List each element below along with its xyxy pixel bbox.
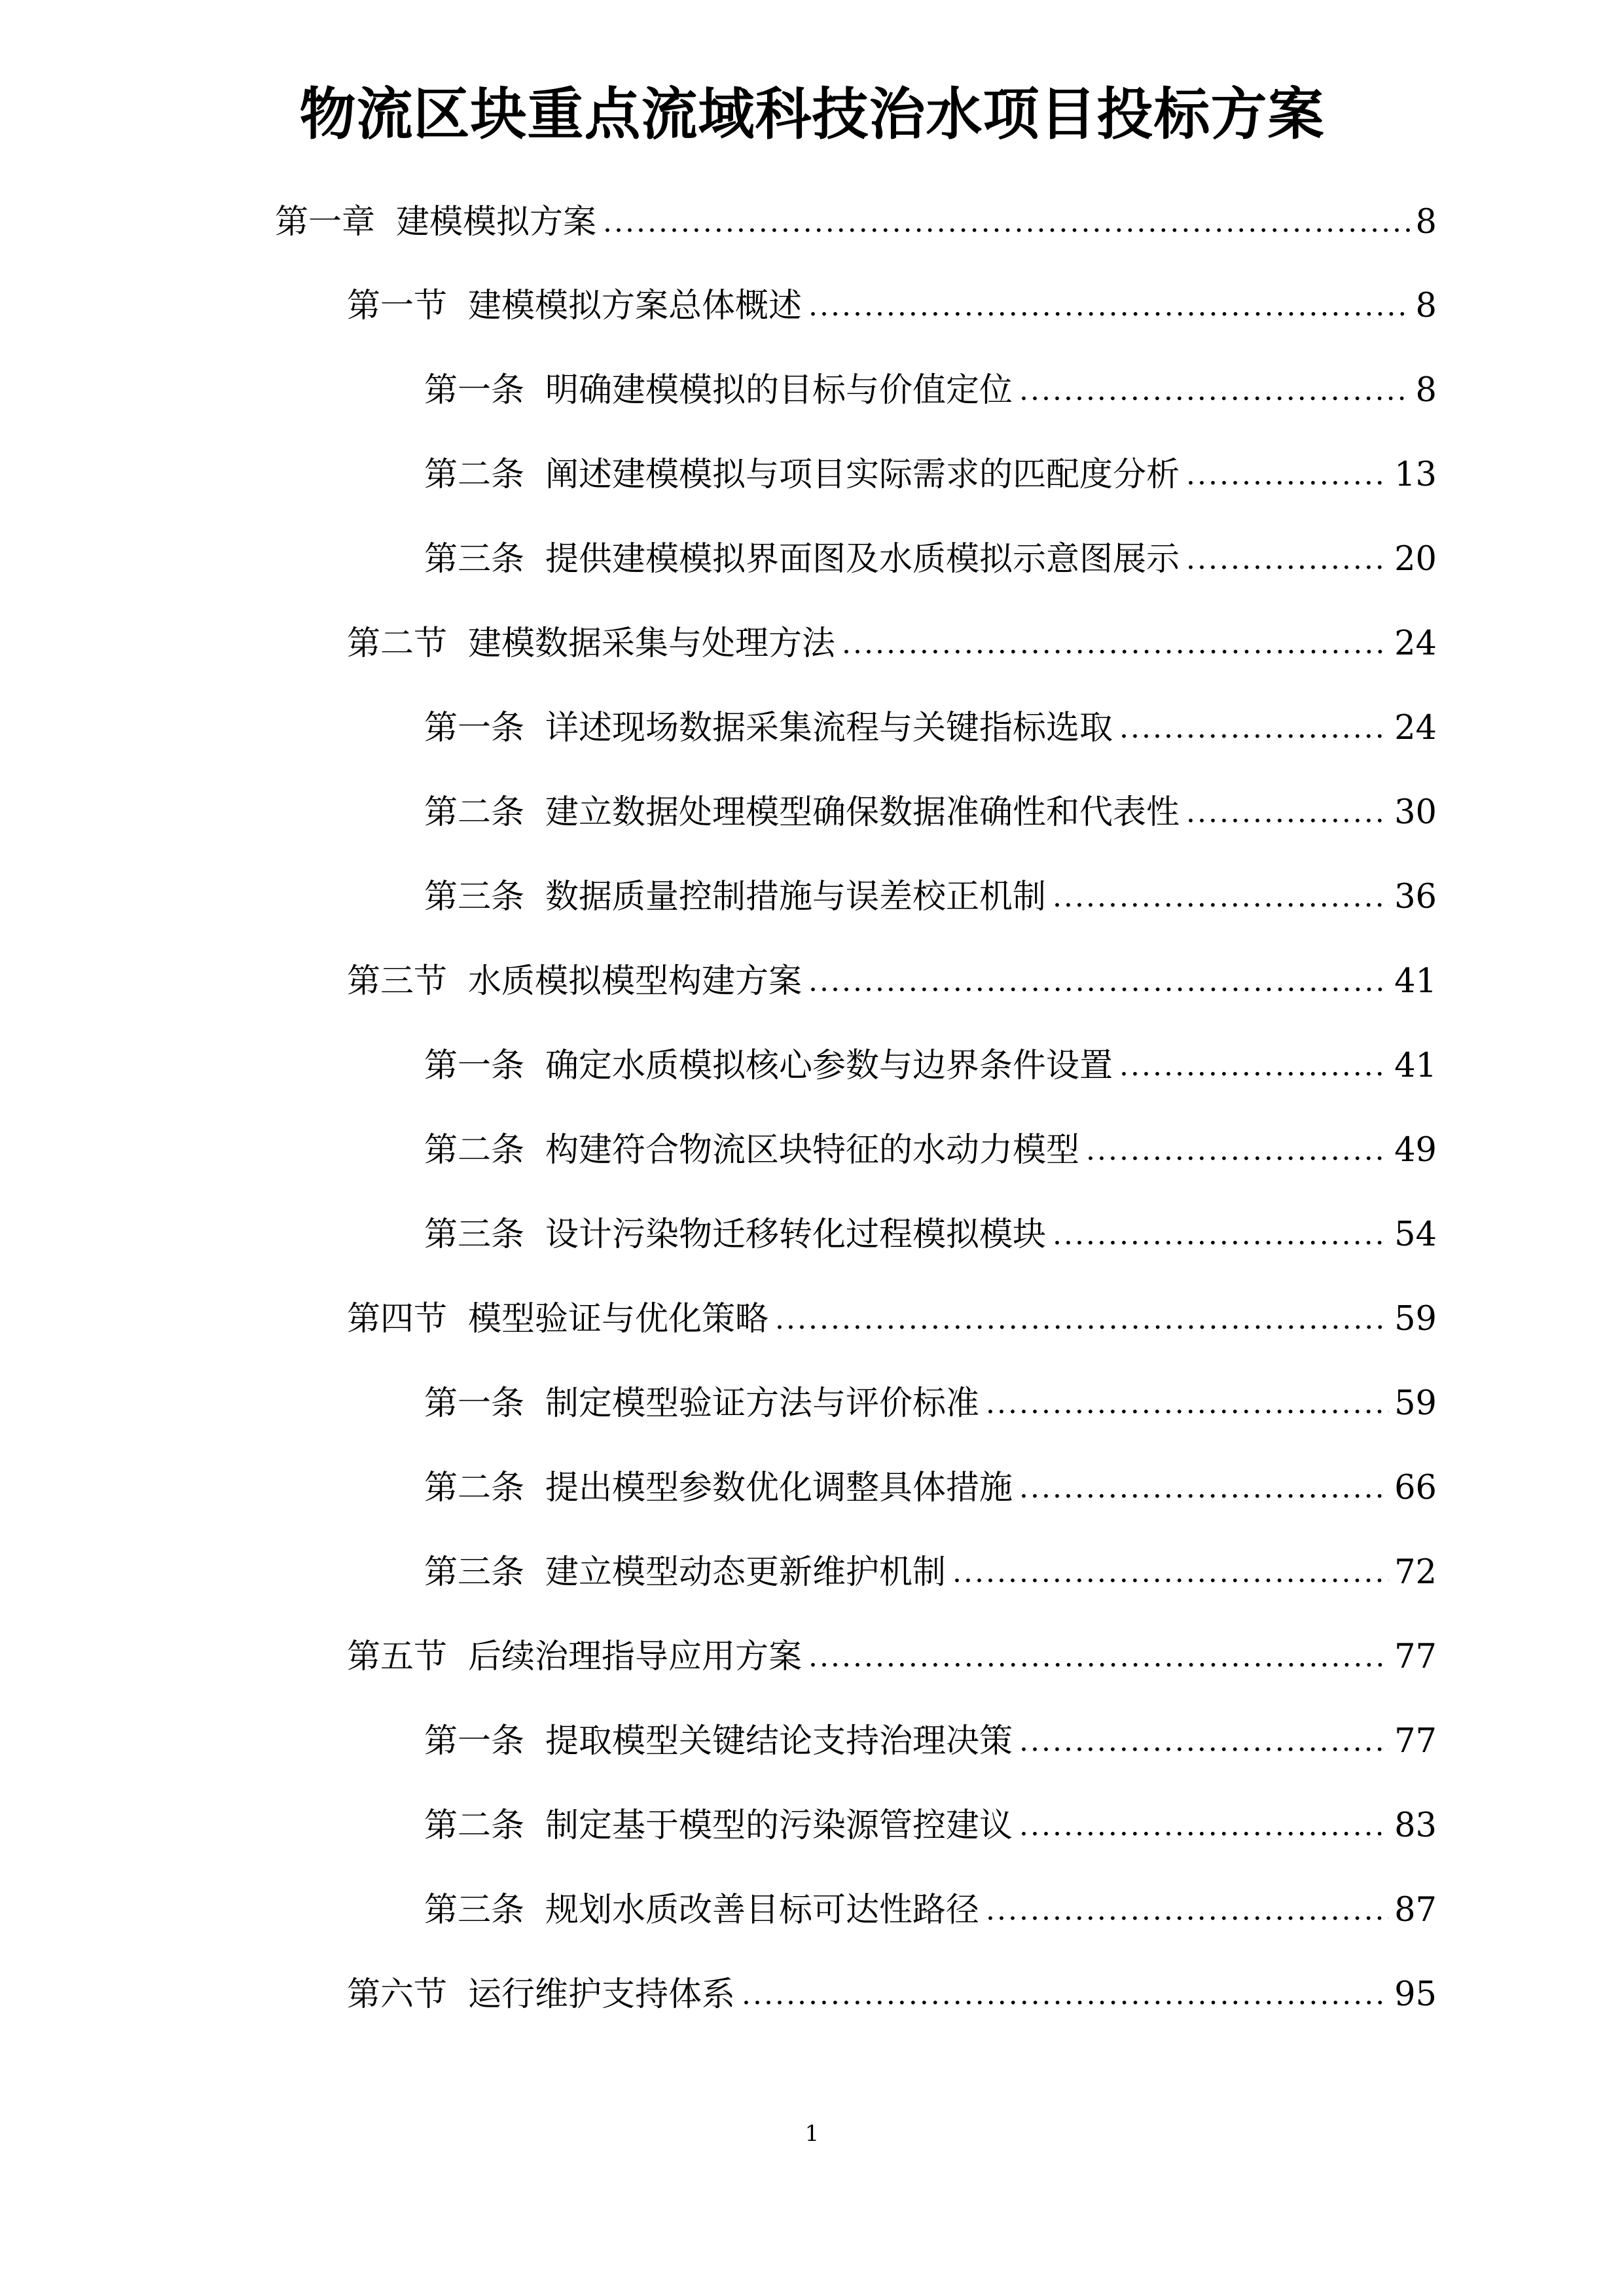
toc-entry-title: 提出模型参数优化调整具体措施 [545,1469,1013,1507]
toc-entry-article[interactable] [424,533,1437,586]
toc-dot-leader [1019,365,1411,417]
toc-dot-leader [1186,787,1389,839]
toc-entry-label: 第三条 [424,1891,525,1929]
toc-entry-article[interactable] [424,1124,1437,1177]
toc-entry-article[interactable] [424,787,1437,839]
toc-entry-section[interactable] [347,1293,1437,1346]
toc-entry-page: 83 [1394,1806,1437,1845]
toc-entry-label: 第四节 [347,1300,448,1338]
toc-dot-leader [775,1293,1389,1346]
toc-entry-label: 第五节 [347,1638,448,1676]
toc-dot-leader [1186,533,1389,586]
toc-entry-title: 规划水质改善目标可达性路径 [545,1891,980,1929]
toc-entry-article[interactable] [424,1378,1437,1430]
toc-entry-page: 41 [1394,1047,1437,1085]
toc-entry-page: 59 [1394,1300,1437,1338]
toc-entry-page: 20 [1394,540,1437,579]
toc-entry-page: 77 [1394,1722,1437,1761]
toc-entry-article[interactable] [424,702,1437,755]
document-title: 物流区块重点流域科技治水项目投标方案 [299,82,1325,147]
toc-entry-page: 8 [1415,203,1437,242]
toc-entry-title: 建立数据处理模型确保数据准确性和代表性 [545,793,1180,832]
toc-entry-title: 详述现场数据采集流程与关键指标选取 [545,709,1113,747]
toc-entry-article[interactable] [424,1715,1437,1768]
toc-entry-title: 明确建模模拟的目标与价值定位 [545,371,1013,410]
toc-entry-title: 运行维护支持体系 [468,1975,736,2014]
toc-entry-page: 95 [1394,1975,1437,2014]
toc-entry-article[interactable] [424,365,1437,417]
toc-dot-leader [1086,1124,1389,1177]
toc-entry-title: 提供建模模拟界面图及水质模拟示意图展示 [545,540,1180,579]
toc-entry-page: 8 [1415,371,1437,410]
toc-entry-label: 第二条 [424,1469,525,1507]
toc-entry-section[interactable] [347,1969,1437,2021]
toc-entry-label: 第一条 [424,1047,525,1085]
toc-entry-title: 设计污染物迁移转化过程模拟模块 [545,1215,1047,1254]
toc-entry-label: 第三条 [424,1553,525,1592]
toc-entry-article[interactable] [424,1209,1437,1261]
toc-entry-page: 77 [1394,1638,1437,1676]
toc-entry-article[interactable] [424,1040,1437,1092]
toc-entry-page: 30 [1394,793,1437,832]
toc-entry-page: 87 [1394,1891,1437,1929]
toc-entry-page: 8 [1415,287,1437,325]
toc-entry-page: 41 [1394,962,1437,1001]
toc-entry-section[interactable] [347,618,1437,670]
toc-entry-chapter[interactable] [275,196,1437,249]
toc-entry-label: 第六节 [347,1975,448,2014]
toc-dot-leader [1119,1040,1389,1092]
toc-entry-page: 24 [1394,624,1437,663]
toc-entry-label: 第三节 [347,962,448,1001]
toc-dot-leader [952,1547,1389,1599]
toc-entry-page: 54 [1394,1215,1437,1254]
toc-entry-title: 阐述建模模拟与项目实际需求的匹配度分析 [545,456,1180,494]
toc-dot-leader [1019,1715,1389,1768]
toc-dot-leader [808,1631,1389,1683]
toc-dot-leader [742,1969,1389,2021]
toc-entry-title: 后续治理指导应用方案 [468,1638,803,1676]
toc-entry-article[interactable] [424,1800,1437,1852]
toc-entry-title: 水质模拟模型构建方案 [468,962,803,1001]
toc-entry-label: 第二条 [424,793,525,832]
toc-entry-title: 建模数据采集与处理方法 [468,624,836,663]
toc-dot-leader [1019,1462,1389,1515]
toc-entry-label: 第一条 [424,371,525,410]
toc-entry-title: 数据质量控制措施与误差校正机制 [545,878,1047,916]
toc-entry-label: 第三条 [424,1215,525,1254]
toc-entry-article[interactable] [424,449,1437,501]
toc-entry-page: 13 [1394,456,1437,494]
toc-entry-title: 提取模型关键结论支持治理决策 [545,1722,1013,1761]
toc-entry-label: 第三条 [424,540,525,579]
toc-entry-page: 59 [1394,1384,1437,1423]
toc-entry-title: 建立模型动态更新维护机制 [545,1553,947,1592]
toc-entry-label: 第二条 [424,1806,525,1845]
toc-entry-section[interactable] [347,956,1437,1008]
toc-entry-label: 第一节 [347,287,448,325]
toc-entry-label: 第一章 [275,203,376,242]
toc-entry-title: 制定基于模型的污染源管控建议 [545,1806,1013,1845]
toc-entry-article[interactable] [424,1462,1437,1515]
toc-dot-leader [1119,702,1389,755]
toc-entry-label: 第二条 [424,456,525,494]
toc-entry-article[interactable] [424,871,1437,924]
toc-dot-leader [1053,1209,1389,1261]
toc-entry-label: 第二节 [347,624,448,663]
toc-entry-label: 第二条 [424,1131,525,1170]
toc-entry-page: 36 [1394,878,1437,916]
toc-entry-label: 第三条 [424,878,525,916]
toc-entry-label: 第一条 [424,1722,525,1761]
toc-dot-leader [808,280,1411,332]
toc-dot-leader [603,196,1411,249]
toc-dot-leader [986,1378,1389,1430]
toc-entry-title: 确定水质模拟核心参数与边界条件设置 [545,1047,1113,1085]
toc-entry-page: 72 [1394,1553,1437,1592]
toc-dot-leader [1186,449,1389,501]
toc-entry-section[interactable] [347,280,1437,332]
toc-entry-title: 建模模拟方案 [396,203,597,242]
toc-entry-title: 建模模拟方案总体概述 [468,287,803,325]
toc-entry-title: 制定模型验证方法与评价标准 [545,1384,980,1423]
toc-dot-leader [1053,871,1389,924]
toc-entry-title: 模型验证与优化策略 [468,1300,769,1338]
toc-entry-title: 构建符合物流区块特征的水动力模型 [545,1131,1080,1170]
toc-dot-leader [986,1884,1389,1937]
toc-entry-label: 第一条 [424,709,525,747]
toc-entry-page: 24 [1394,709,1437,747]
toc-dot-leader [1019,1800,1389,1852]
toc-entry-page: 66 [1394,1469,1437,1507]
toc-entry-page: 49 [1394,1131,1437,1170]
toc-entry-section[interactable] [347,1631,1437,1683]
toc-dot-leader [808,956,1389,1008]
toc-dot-leader [842,618,1389,670]
toc-entry-article[interactable] [424,1547,1437,1599]
toc-entry-label: 第一条 [424,1384,525,1423]
toc-entry-article[interactable] [424,1884,1437,1937]
page-number: 1 [804,2121,820,2147]
